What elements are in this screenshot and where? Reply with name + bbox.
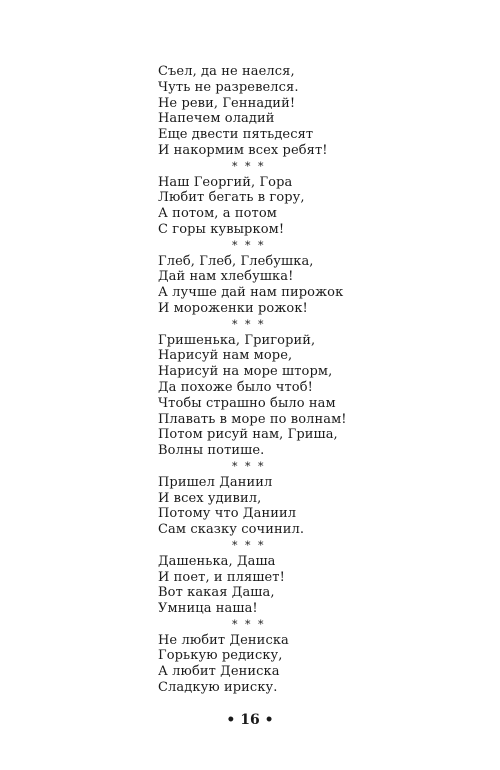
poem-line: Умница наша! (158, 601, 258, 617)
poem-line: Потом рисуй нам, Гриша, (158, 427, 338, 443)
stanza-separator: * * * (232, 617, 266, 631)
poem-line: Плавать в море по волнам! (158, 411, 347, 427)
stanza-separator: * * * (232, 238, 266, 252)
stanza-separator: * * * (232, 459, 266, 473)
poem-6 (158, 554, 478, 617)
poem-line: И мороженки рожок! (158, 300, 308, 316)
poem-line: Не реви, Геннадий! (158, 95, 296, 111)
poem-line: Съел, да не наелся, (158, 64, 295, 79)
poem-line: Еще двести пятьдесят (158, 127, 314, 143)
stanza-separator: * * * (232, 159, 266, 173)
poem-line: Да похоже было чтоб! (158, 379, 313, 395)
poem-line: Чтобы страшно было нам (158, 395, 336, 411)
stanza-separator: * * * (232, 538, 266, 552)
poem-line: Потому что Даниил (158, 506, 297, 522)
poem-line: Напечем оладий (158, 111, 275, 127)
poem-line: Волны потише. (158, 443, 265, 459)
poem-line: Наш Георгий, Гора (158, 174, 293, 190)
poem-line: Сладкую ириску. (158, 680, 278, 696)
poem-line: Глеб, Глеб, Глебушка, (158, 253, 314, 269)
poem-1 (158, 64, 478, 159)
poem-line: Горькую редиску, (158, 648, 283, 664)
poem-line: Сам сказку сочинил. (158, 522, 305, 538)
poem-line: Дай нам хлебушка! (158, 269, 294, 285)
poem-line: И накормим всех ребят! (158, 142, 328, 158)
poem-column (158, 64, 478, 696)
poem-line: Пришел Даниил (158, 474, 273, 490)
poem-7 (158, 633, 478, 696)
poem-line: Не любит Дениска (158, 632, 289, 648)
poem-line: А лучше дай нам пирожок (158, 285, 344, 301)
page-number: • 16 • (226, 712, 274, 728)
poem-line: И всех удивил, (158, 490, 262, 506)
poem-line: Гришенька, Григорий, (158, 332, 316, 348)
poem-line: Нарисуй нам море, (158, 348, 293, 364)
poem-line: Нарисуй на море шторм, (158, 364, 333, 380)
poem-line: И поет, и пляшет! (158, 569, 285, 585)
poem-line: Чуть не разревелся. (158, 79, 299, 95)
poem-line: А потом, а потом (158, 206, 277, 222)
poem-line: С горы кувырком! (158, 221, 285, 237)
poem-2 (158, 175, 478, 238)
poem-line: Любит бегать в гору, (158, 190, 305, 206)
poem-line: А любит Дениска (158, 664, 280, 680)
poem-5 (158, 475, 478, 538)
poem-4 (158, 333, 478, 459)
stanza-separator: * * * (232, 317, 266, 331)
poem-line: Дашенька, Даша (158, 553, 276, 569)
poem-line: Вот какая Даша, (158, 585, 275, 601)
poem-3 (158, 254, 478, 317)
